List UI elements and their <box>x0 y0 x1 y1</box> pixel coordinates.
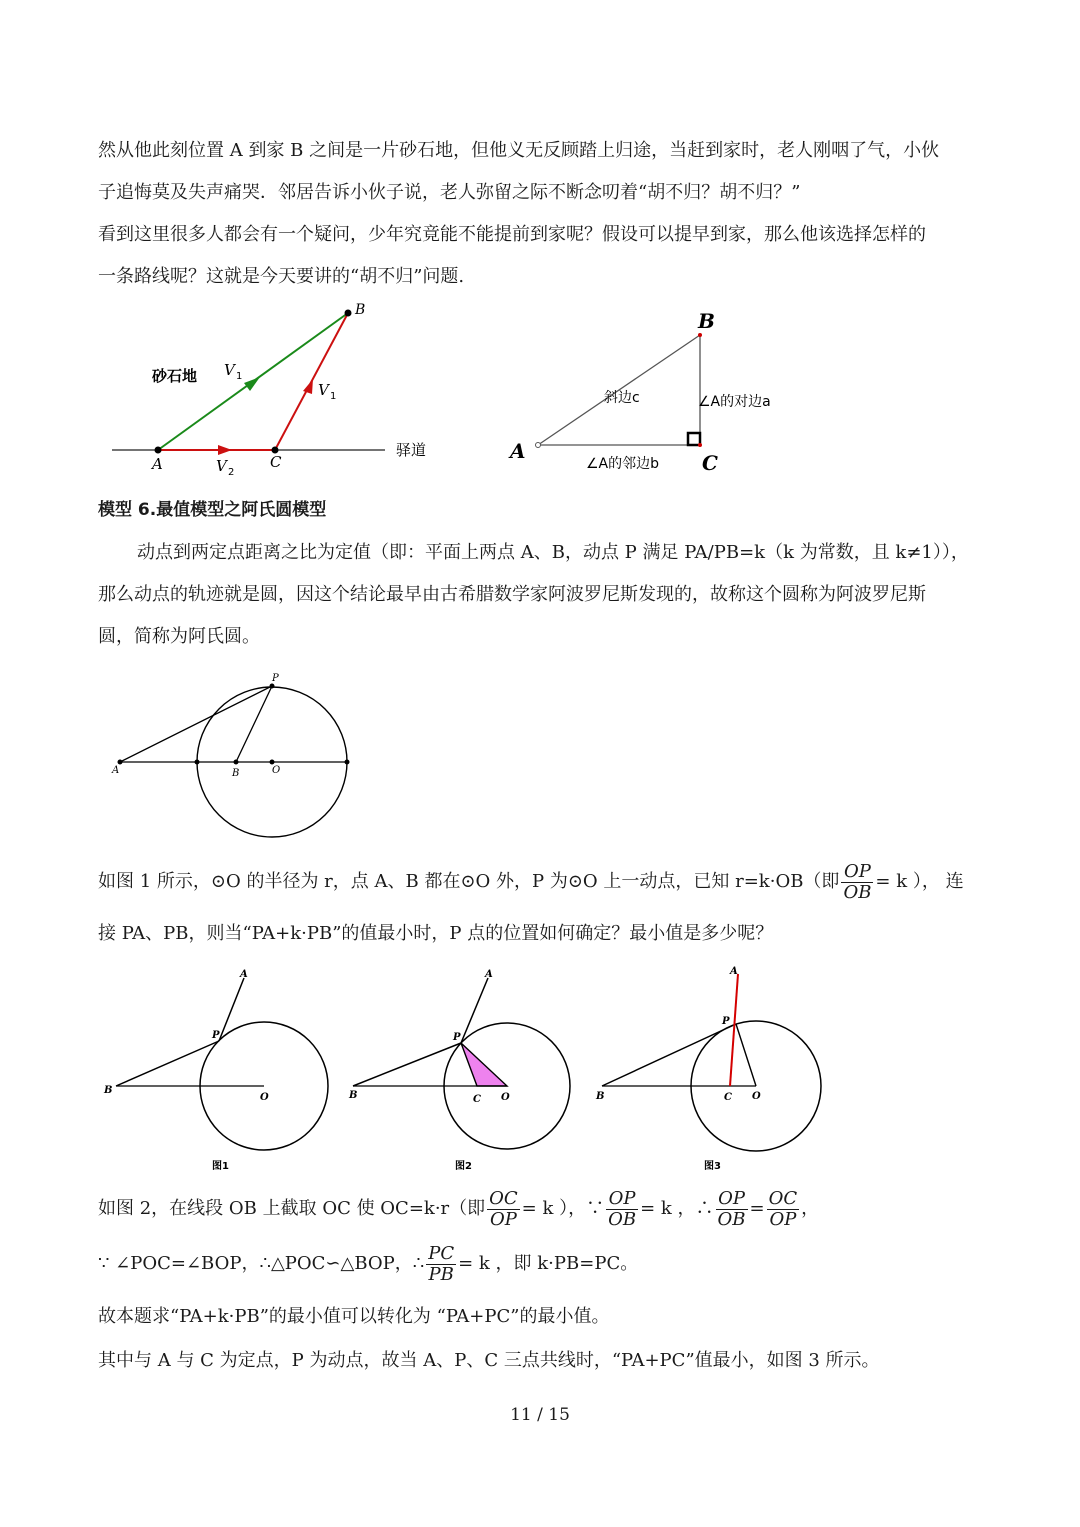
text-segment: = k ，∴ <box>640 1198 714 1219</box>
label-opposite: ∠A的对边a <box>698 394 771 410</box>
paragraph-line: 看到这里很多人都会有一个疑问，少年究竟能不能提前到家呢？假设可以提早到家，那么他该选择怎样的 <box>98 224 926 245</box>
paragraph-line: 接 PA、PB，则当“PA+k·PB”的值最小时，P 点的位置如何确定？最小值是多少呢？ <box>98 923 774 944</box>
label-road: 驿道 <box>396 441 427 459</box>
label-adjacent: ∠A的邻边b <box>586 456 660 472</box>
label-B: B <box>349 1090 358 1101</box>
label-v1-green: V <box>224 361 235 379</box>
paragraph-line <box>98 861 984 903</box>
label-O: O <box>272 765 281 776</box>
label-A: A <box>152 455 163 473</box>
paragraph-line: 故本题求“PA+k·PB”的最小值可以转化为 “PA+PC”的最小值。 <box>98 1306 610 1327</box>
label-O: O <box>501 1092 510 1103</box>
fraction-denominator: OB <box>843 881 872 903</box>
fraction-denominator: OB <box>608 1208 637 1230</box>
label-hypotenuse: 斜边c <box>604 390 640 406</box>
paragraph-line <box>98 1188 984 1230</box>
label-A: A <box>112 765 120 776</box>
red-arrow-road <box>218 445 232 455</box>
paragraph-line: 圆，简称为阿氏圆。 <box>98 626 260 647</box>
label-C: C <box>270 453 282 471</box>
figure-3 <box>590 962 830 1177</box>
fraction-numerator: OP <box>716 1189 748 1210</box>
paragraph-line: 动点到两定点距离之比为定值（即：平面上两点 A、B，动点 P 满足 PA/PB=k（k 为常数，且 k≠1））， <box>137 542 969 563</box>
label-P: P <box>722 1016 730 1027</box>
text-segment: = <box>749 1198 765 1219</box>
fraction <box>606 1189 638 1230</box>
page-number: 11 / 15 <box>510 1405 570 1425</box>
label-P: P <box>272 673 279 684</box>
fraction-denominator: OB <box>717 1208 746 1230</box>
label-B: B <box>596 1091 605 1102</box>
fraction-numerator: PC <box>428 1242 455 1264</box>
paragraph-line <box>98 1243 984 1285</box>
section-heading: 模型 6.最值模型之阿氏圆模型 <box>98 500 327 520</box>
text-segment: 如图 1 所示，⊙O 的半径为 r，点 A、B 都在⊙O 外，P 为⊙O 上一动点，已知 r=k·OB（即 <box>98 871 840 892</box>
text-segment: ， <box>801 1198 820 1219</box>
fraction-denominator: OP <box>769 1208 797 1230</box>
fraction-numerator: OC <box>489 1187 518 1209</box>
paragraph-line: 那么动点的轨迹就是圆，因这个结论最早由古希腊数学家阿波罗尼斯发现的，故称这个圆称为阿波罗尼斯 <box>98 584 926 605</box>
fraction-numerator: OC <box>768 1187 798 1209</box>
sand-road-figure <box>100 295 460 485</box>
figure-1 <box>100 962 340 1177</box>
text-segment: 如图 2，在线段 OB 上截取 OC 使 OC=k·r（即 <box>98 1198 486 1219</box>
sub-2: 2 <box>228 467 235 478</box>
fraction <box>767 1189 800 1230</box>
caption: 图1 <box>212 1161 229 1172</box>
sub-1: 1 <box>330 391 337 402</box>
fraction <box>487 1189 520 1230</box>
caption: 图3 <box>704 1161 721 1172</box>
label-B: B <box>355 302 366 318</box>
fraction-denominator: OP <box>489 1208 517 1230</box>
fraction-numerator: OP <box>606 1189 638 1210</box>
text-segment: = k ）， 连 <box>875 871 964 892</box>
label-C: C <box>724 1092 732 1103</box>
point-A <box>155 447 162 454</box>
shaded-triangle <box>461 1043 507 1086</box>
sub-1: 1 <box>236 371 243 382</box>
fraction <box>841 862 873 903</box>
caption: 图2 <box>455 1161 472 1172</box>
green-arrow <box>244 377 260 391</box>
right-angle-mark <box>688 433 700 445</box>
red-arrow-sand <box>303 379 313 394</box>
paragraph-line: 子追悔莫及失声痛哭．邻居告诉小伙子说，老人弥留之际不断念叨着“胡不归？胡不归？” <box>98 182 801 203</box>
text-segment: = k ），∵ <box>521 1198 605 1219</box>
label-O: O <box>752 1091 761 1102</box>
fraction <box>716 1189 748 1230</box>
label-v1-red: V <box>318 381 329 399</box>
apollonius-circle-figure <box>100 670 370 845</box>
label-P: P <box>453 1032 461 1043</box>
point-B <box>698 333 702 337</box>
label-A: A <box>485 969 493 980</box>
label-O: O <box>260 1092 269 1103</box>
point-C <box>698 443 702 447</box>
label-v2: V <box>216 457 227 475</box>
point-A <box>536 443 541 448</box>
label-A: A <box>240 969 248 980</box>
label-P: P <box>212 1030 220 1041</box>
figure-2 <box>345 962 585 1177</box>
fraction <box>426 1244 456 1285</box>
point-B <box>345 310 352 317</box>
label-B: B <box>232 768 240 779</box>
fraction-numerator: OP <box>841 862 873 883</box>
fraction-denominator: PB <box>428 1263 454 1285</box>
label-B: B <box>698 309 715 333</box>
label-A: A <box>730 966 738 977</box>
paragraph-line: 一条路线呢？这就是今天要讲的“胡不归”问题. <box>98 266 465 287</box>
paragraph-line: 其中与 A 与 C 为定点，P 为动点，故当 A、P、C 三点共线时，“PA+PC”值最小，如图 3 所示。 <box>98 1350 880 1371</box>
label-C: C <box>473 1094 481 1105</box>
red-line-AC <box>730 974 738 1086</box>
text-segment: = k ，即 k·PB=PC。 <box>458 1253 639 1274</box>
right-triangle-figure <box>500 300 800 485</box>
label-C: C <box>702 451 718 475</box>
text-segment: ∵ ∠POC=∠BOP，∴△POC∽△BOP，∴ <box>98 1253 425 1274</box>
paragraph-line: 然从他此刻位置 A 到家 B 之间是一片砂石地，但他义无反顾踏上归途，当赶到家时，老人刚咽了气，小伙 <box>98 140 940 161</box>
label-sand: 砂石地 <box>152 367 198 385</box>
label-A: A <box>510 439 526 463</box>
label-B: B <box>104 1085 113 1096</box>
